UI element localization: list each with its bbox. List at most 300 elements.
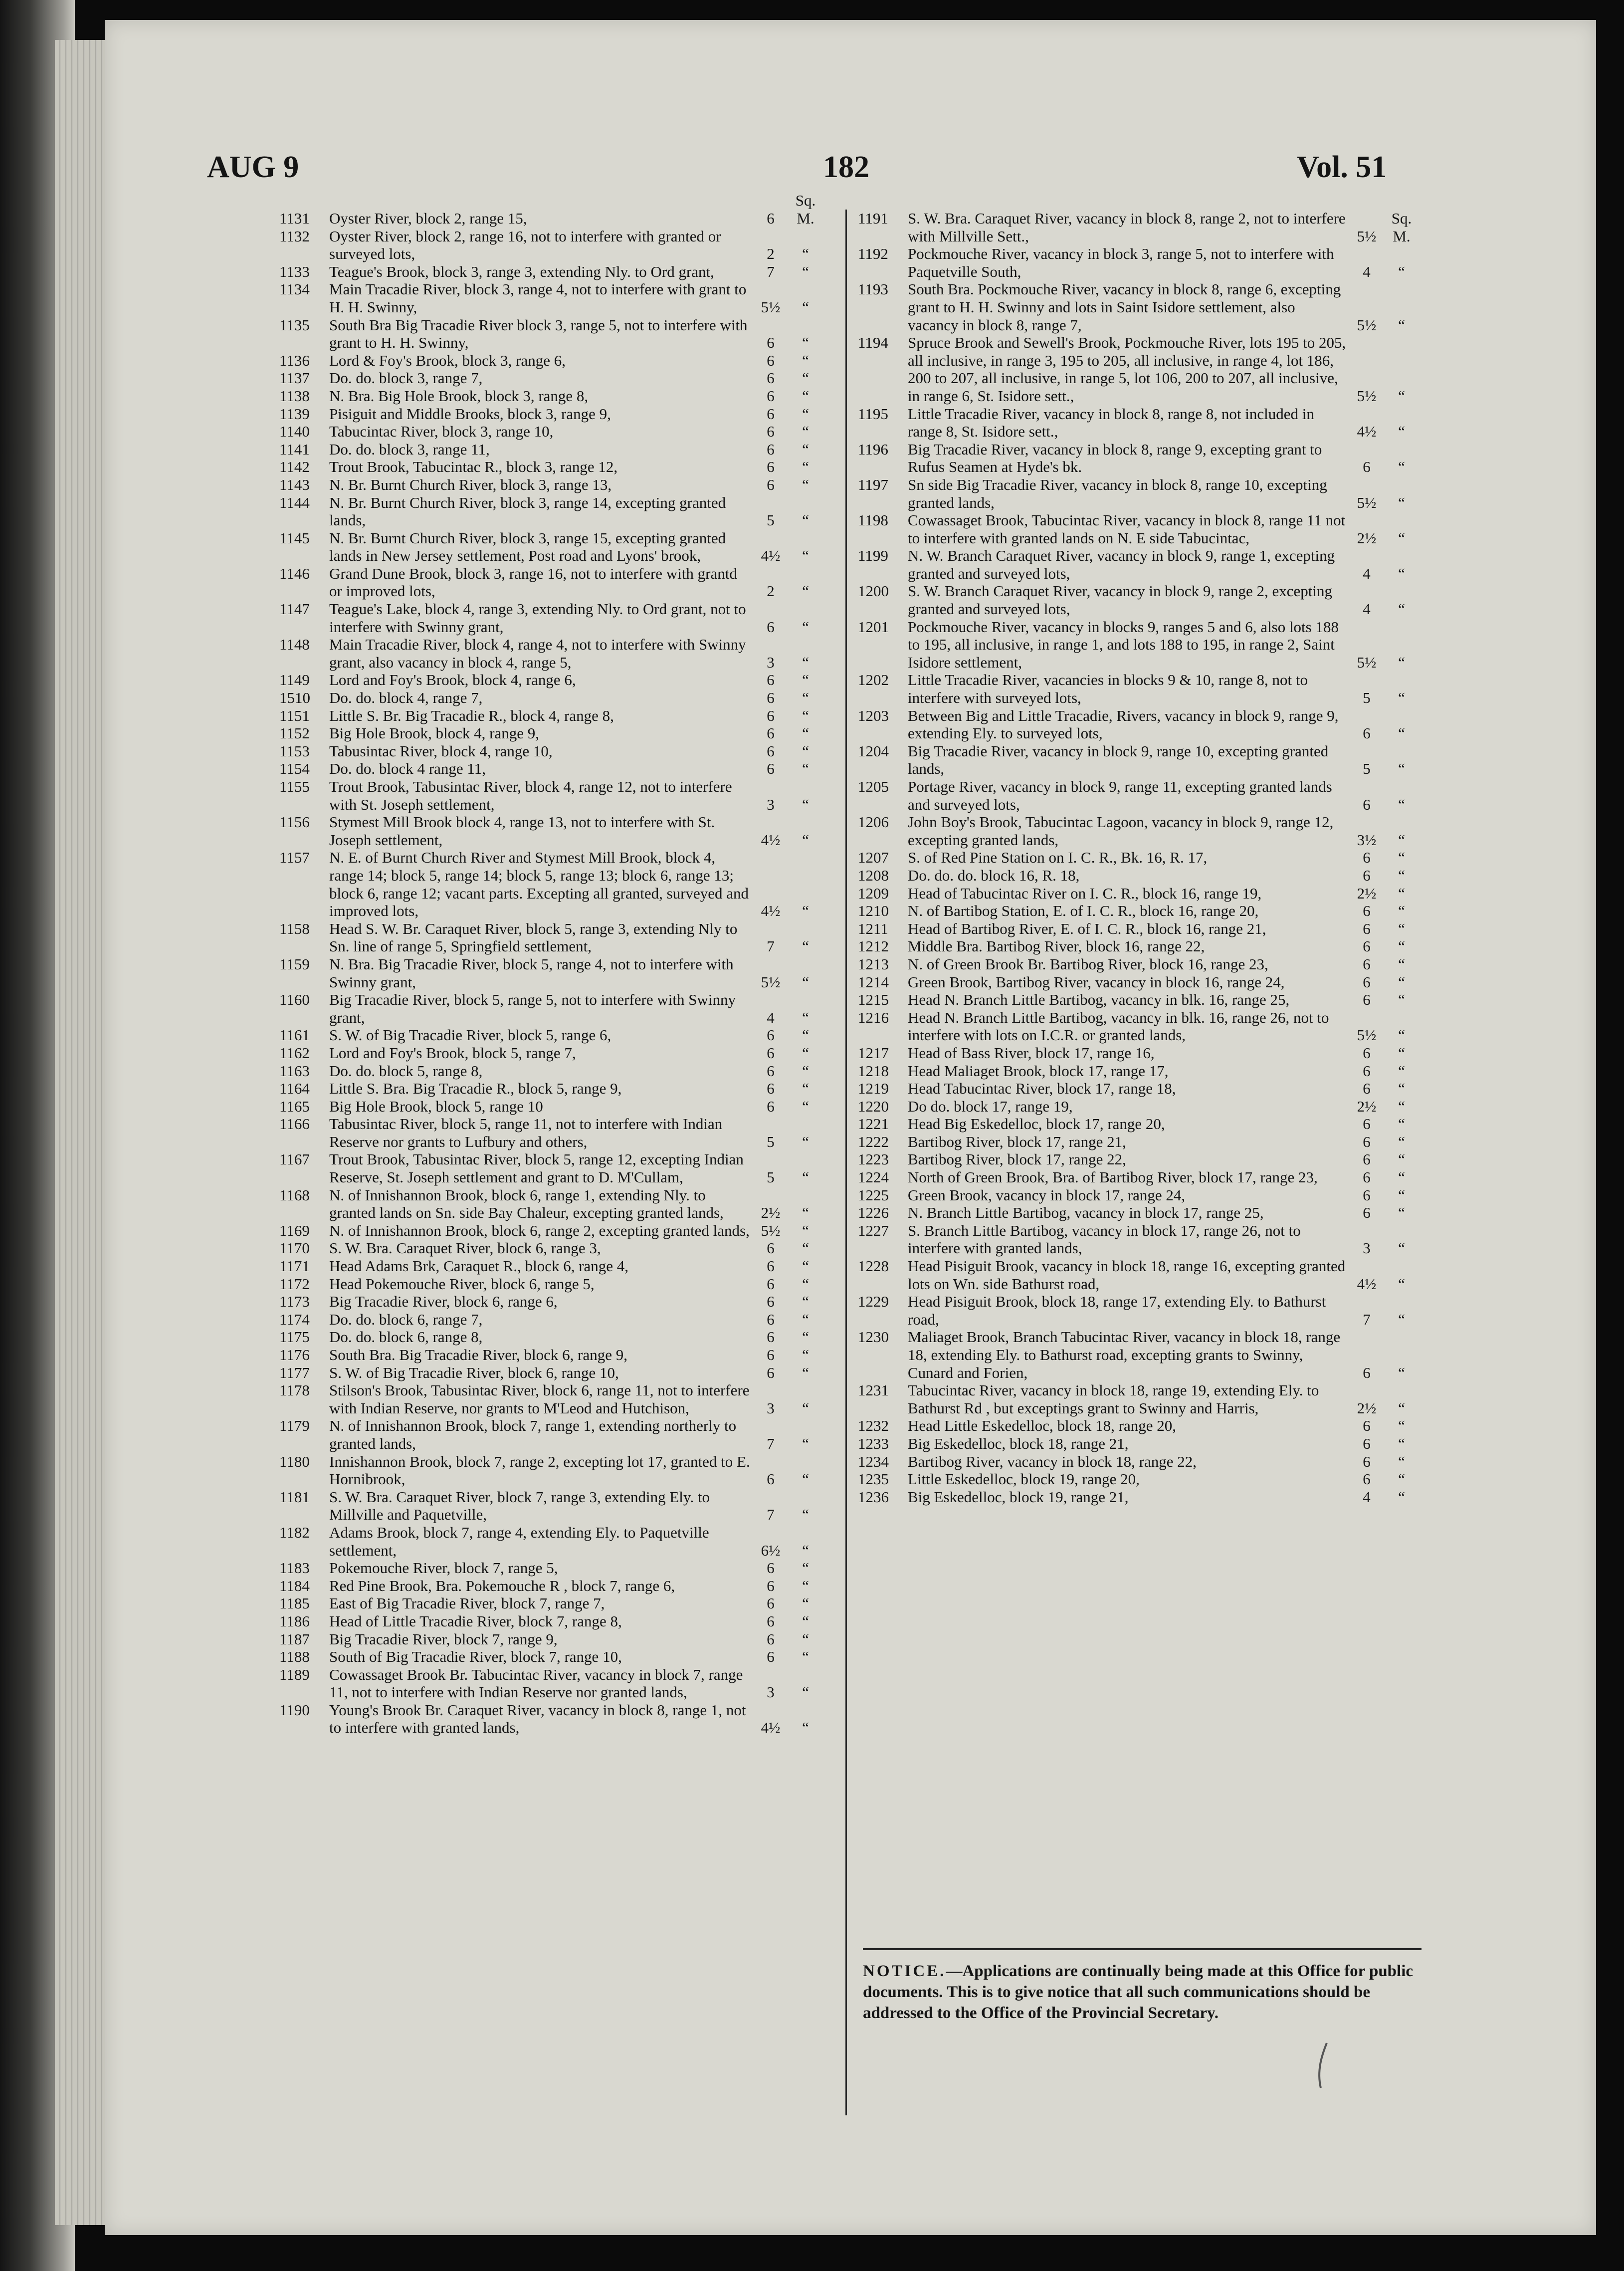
entry-unit: “ bbox=[1398, 831, 1405, 849]
entry-area: 6 bbox=[1363, 849, 1371, 867]
entry-area: 2 bbox=[767, 245, 775, 263]
entry-row bbox=[279, 1630, 825, 1648]
entry-description: Do. do. block 4 range 11, bbox=[329, 760, 486, 778]
entry-number: 1176 bbox=[279, 1346, 310, 1363]
entry-unit: “ bbox=[802, 1133, 809, 1150]
entry-description: Tabucintac River, vacancy in block 18, range 19, extending Ely. to Bathurst Rd , but exceptings grant to Swinny and Harris, bbox=[908, 1381, 1319, 1417]
entry-area: 3 bbox=[767, 1683, 775, 1701]
entry-number: 1167 bbox=[279, 1150, 310, 1168]
entry-description: Tabusintac River, block 5, range 11, not to interfere with Indian Reserve nor grants to Lufbury and others, bbox=[329, 1115, 723, 1150]
entry-number: 1222 bbox=[858, 1133, 889, 1150]
entry-row bbox=[279, 476, 825, 494]
entry-unit: “ bbox=[802, 405, 809, 423]
entry-number: 1231 bbox=[858, 1381, 889, 1399]
entry-unit: “ bbox=[1398, 1452, 1405, 1470]
entry-row bbox=[279, 1594, 825, 1612]
column-divider bbox=[845, 210, 847, 2115]
entry-number: 1200 bbox=[858, 582, 889, 600]
entry-row bbox=[279, 1293, 825, 1311]
entry-description: Stilson's Brook, Tabusintac River, block 6, range 11, not to interfere with Indian Reserve, nor grants to M'Leod and Hutchison, bbox=[329, 1381, 750, 1417]
entry-number: 1143 bbox=[279, 475, 310, 493]
entry-unit: “ bbox=[1398, 1186, 1405, 1204]
entry-unit: “ bbox=[1398, 1062, 1405, 1080]
entry-number: 1228 bbox=[858, 1257, 889, 1275]
entry-area: 5½ bbox=[1357, 653, 1377, 671]
entry-description: Grand Dune Brook, block 3, range 16, not to interfere with grantd or improved lots, bbox=[329, 564, 737, 600]
entry-area: 6 bbox=[767, 742, 775, 760]
entry-row bbox=[858, 778, 1421, 813]
entry-unit: “ bbox=[802, 1080, 809, 1098]
entry-description: Bartibog River, block 17, range 21, bbox=[908, 1133, 1126, 1150]
entry-unit: “ bbox=[802, 973, 809, 991]
entry-number: 1165 bbox=[279, 1097, 310, 1115]
entry-unit: “ bbox=[1398, 1470, 1405, 1488]
entry-description: N. Bra. Big Tracadie River, block 5, range 4, not to interfere with Swinny grant, bbox=[329, 955, 734, 991]
entry-description: Cowassaget Brook Br. Tabucintac River, vacancy in block 7, range 11, not to interfere with Indian Reserve nor granted lands, bbox=[329, 1665, 743, 1701]
entry-row bbox=[279, 955, 825, 991]
entry-number: 1206 bbox=[858, 813, 889, 831]
entry-description: N. Br. Burnt Church River, block 3, range 14, excepting granted lands, bbox=[329, 493, 726, 529]
entry-number: 1236 bbox=[858, 1488, 889, 1506]
entry-unit: “ bbox=[802, 1239, 809, 1257]
entry-unit: “ bbox=[1398, 387, 1405, 405]
entry-description: Big Tracadie River, vacancy in block 8, range 9, excepting grant to Rufus Seamen at Hyde's bk. bbox=[908, 440, 1322, 476]
entry-row bbox=[279, 920, 825, 955]
entry-unit: “ bbox=[802, 1541, 809, 1559]
entry-unit: “ bbox=[1398, 1363, 1405, 1381]
entry-unit: “ bbox=[1398, 316, 1405, 334]
entry-description: Head Pokemouche River, block 6, range 5, bbox=[329, 1275, 595, 1293]
entry-row bbox=[279, 1666, 825, 1701]
entry-row bbox=[858, 1098, 1421, 1116]
entry-unit: “ bbox=[802, 742, 809, 760]
entry-area: 2½ bbox=[1357, 884, 1377, 902]
entry-description: Little Tracadie River, vacancies in blocks 9 & 10, range 8, not to interfere with surveyed lots, bbox=[908, 671, 1308, 707]
entry-row bbox=[279, 280, 825, 316]
entry-unit: “ bbox=[1398, 1239, 1405, 1257]
entry-description: Lord and Foy's Brook, block 4, range 6, bbox=[329, 671, 576, 689]
entry-description: S. Branch Little Bartibog, vacancy in block 17, range 26, not to interfere with granted lands, bbox=[908, 1221, 1301, 1257]
entry-area: 4 bbox=[1363, 262, 1371, 280]
entry-number: 1182 bbox=[279, 1523, 310, 1541]
entry-unit: “ bbox=[1398, 689, 1405, 707]
entry-area: 5½ bbox=[1357, 227, 1377, 245]
entry-number: 1214 bbox=[858, 973, 889, 991]
entry-area: 3½ bbox=[1357, 831, 1377, 849]
entry-number: 1220 bbox=[858, 1097, 889, 1115]
entry-row bbox=[279, 441, 825, 458]
entry-description: Head Adams Brk, Caraquet R., block 6, range 4, bbox=[329, 1257, 629, 1275]
entry-number: 1180 bbox=[279, 1452, 310, 1470]
entry-unit: “ bbox=[802, 1062, 809, 1080]
entry-row bbox=[858, 867, 1421, 885]
entry-description: Oyster River, block 2, range 16, not to interfere with granted or surveyed lots, bbox=[329, 227, 721, 263]
entry-area: 5½ bbox=[761, 973, 781, 991]
entry-area: 7 bbox=[1363, 1310, 1371, 1328]
entry-description: South Bra. Pockmouche River, vacancy in block 8, range 6, excepting grant to H. H. Swinny and lots in Saint Isidore settlement, also vacancy in block 8, range 7, bbox=[908, 280, 1341, 334]
entry-row bbox=[858, 1417, 1421, 1435]
entry-number: 1161 bbox=[279, 1026, 310, 1044]
entry-row bbox=[279, 636, 825, 671]
entry-description: Head of Tabucintac River on I. C. R., block 16, range 19, bbox=[908, 884, 1262, 902]
entry-description: Head N. Branch Little Bartibog, vacancy in blk. 16, range 25, bbox=[908, 991, 1290, 1009]
entry-area: 4 bbox=[1363, 564, 1371, 582]
entry-unit: “ bbox=[802, 1399, 809, 1417]
entry-number: 1142 bbox=[279, 458, 310, 476]
entry-description: Head Pisiguit Brook, block 18, range 17, extending Ely. to Bathurst road, bbox=[908, 1293, 1326, 1328]
entry-row bbox=[279, 671, 825, 689]
entry-row bbox=[858, 1257, 1421, 1293]
entry-unit: “ bbox=[802, 831, 809, 849]
entry-area: 7 bbox=[767, 1434, 775, 1452]
entry-area: 6 bbox=[767, 1559, 775, 1577]
entry-row bbox=[858, 742, 1421, 778]
entry-number: 1158 bbox=[279, 919, 310, 937]
entry-description: Big Tracadie River, block 7, range 9, bbox=[329, 1630, 558, 1648]
entry-area: 6 bbox=[767, 1097, 775, 1115]
entry-number: 1191 bbox=[858, 210, 888, 227]
entry-number: 1132 bbox=[279, 227, 310, 245]
entry-area: 6 bbox=[767, 671, 775, 689]
entry-number: 1179 bbox=[279, 1417, 310, 1435]
entry-area: 6 bbox=[1363, 1133, 1371, 1150]
entry-area: 5 bbox=[767, 1168, 775, 1186]
entry-unit: “ bbox=[1398, 884, 1405, 902]
entry-area: 4½ bbox=[1357, 1275, 1377, 1293]
entry-unit: “ bbox=[1398, 1168, 1405, 1186]
left-column bbox=[279, 192, 825, 1737]
entry-row bbox=[279, 1222, 825, 1240]
entry-unit: “ bbox=[1398, 724, 1405, 742]
entry-area: 6 bbox=[767, 1630, 775, 1648]
entry-number: 1210 bbox=[858, 902, 889, 920]
entry-area: 6 bbox=[1363, 1434, 1371, 1452]
entry-number: 1211 bbox=[858, 919, 888, 937]
entry-number: 1226 bbox=[858, 1204, 889, 1222]
entry-unit: “ bbox=[802, 245, 809, 263]
entry-area: 6 bbox=[1363, 919, 1371, 937]
entry-unit: “ bbox=[1398, 564, 1405, 582]
entry-area: 6 bbox=[1363, 1470, 1371, 1488]
entry-row bbox=[279, 1417, 825, 1452]
entry-area: 6 bbox=[767, 210, 775, 227]
entry-description: S. W. of Big Tracadie River, block 6, range 10, bbox=[329, 1363, 619, 1381]
entry-row bbox=[858, 707, 1421, 742]
entry-description: East of Big Tracadie River, block 7, range 7, bbox=[329, 1594, 605, 1612]
entry-row bbox=[279, 387, 825, 405]
entry-row bbox=[279, 849, 825, 919]
entry-number: 1177 bbox=[279, 1363, 310, 1381]
header-date: AUG 9 bbox=[207, 150, 299, 184]
entry-unit: Sq. M. bbox=[795, 192, 816, 227]
entry-row bbox=[858, 813, 1421, 849]
entry-area: 3 bbox=[767, 653, 775, 671]
entry-area: 3 bbox=[1363, 1239, 1371, 1257]
entry-row bbox=[279, 1186, 825, 1222]
entry-area: 6 bbox=[767, 1310, 775, 1328]
entry-description: Head of Bartibog River, E. of I. C. R., block 16, range 21, bbox=[908, 919, 1266, 937]
entry-unit: “ bbox=[1398, 1417, 1405, 1435]
volume-label: Vol. 51 bbox=[1297, 150, 1387, 184]
entry-row bbox=[279, 724, 825, 742]
entry-area: 6 bbox=[767, 1062, 775, 1080]
entry-description: Between Big and Little Tracadie, Rivers, vacancy in block 9, range 9, extending Ely. to surveyed lots, bbox=[908, 706, 1339, 742]
entry-area: 7 bbox=[767, 1506, 775, 1524]
entry-row bbox=[279, 1275, 825, 1293]
entry-number: 1173 bbox=[279, 1293, 310, 1311]
entry-row bbox=[279, 991, 825, 1026]
entry-area: 6 bbox=[1363, 458, 1371, 476]
entry-area: 6 bbox=[1363, 1168, 1371, 1186]
entry-number: 1510 bbox=[279, 689, 310, 707]
entry-number: 1152 bbox=[279, 724, 310, 742]
entry-description: Do. do. block 6, range 7, bbox=[329, 1310, 483, 1328]
entry-description: Big Hole Brook, block 4, range 9, bbox=[329, 724, 540, 742]
entry-unit: “ bbox=[802, 262, 809, 280]
entry-row bbox=[279, 263, 825, 281]
entry-unit: “ bbox=[802, 1044, 809, 1062]
entry-area: 6 bbox=[767, 1363, 775, 1381]
entry-area: 6 bbox=[767, 689, 775, 707]
entry-area: 6 bbox=[767, 1239, 775, 1257]
entry-row bbox=[858, 334, 1421, 405]
entry-area: 5½ bbox=[1357, 316, 1377, 334]
entry-unit: “ bbox=[802, 369, 809, 387]
entry-unit: “ bbox=[802, 937, 809, 955]
entry-description: Head Little Eskedelloc, block 18, range 20, bbox=[908, 1417, 1177, 1435]
entry-description: Do. do. block 4, range 7, bbox=[329, 689, 483, 707]
entry-unit: “ bbox=[1398, 1150, 1405, 1168]
entry-row bbox=[279, 565, 825, 600]
entry-row bbox=[858, 511, 1421, 547]
entry-number: 1138 bbox=[279, 387, 310, 405]
entry-number: 1181 bbox=[279, 1488, 310, 1506]
entry-number: 1137 bbox=[279, 369, 310, 387]
entry-area: 6 bbox=[767, 458, 775, 476]
entry-description: Young's Brook Br. Caraquet River, vacancy in block 8, range 1, not to interfere with granted lands, bbox=[329, 1701, 746, 1737]
entry-description: N. Br. Burnt Church River, block 3, range 13, bbox=[329, 475, 612, 493]
entry-row bbox=[279, 689, 825, 707]
entry-unit: “ bbox=[1398, 955, 1405, 973]
entry-row bbox=[279, 192, 825, 227]
entry-row bbox=[858, 902, 1421, 920]
entry-number: 1156 bbox=[279, 813, 310, 831]
entry-unit: “ bbox=[1398, 1080, 1405, 1098]
entry-unit: “ bbox=[1398, 1044, 1405, 1062]
entry-unit: “ bbox=[1398, 866, 1405, 884]
entry-row bbox=[858, 476, 1421, 511]
entry-row bbox=[858, 1168, 1421, 1186]
entry-number: 1163 bbox=[279, 1062, 310, 1080]
entry-description: S. W. Bra. Caraquet River, block 6, range 3, bbox=[329, 1239, 601, 1257]
entry-area: 3 bbox=[767, 1399, 775, 1417]
entry-number: 1213 bbox=[858, 955, 889, 973]
entry-row bbox=[279, 227, 825, 263]
entry-description: Do. do. block 5, range 8, bbox=[329, 1062, 483, 1080]
entry-area: 5 bbox=[1363, 760, 1371, 778]
entry-number: 1216 bbox=[858, 1008, 889, 1026]
entry-unit: “ bbox=[802, 423, 809, 441]
entry-unit: “ bbox=[802, 902, 809, 920]
entry-description: Teague's Lake, block 4, range 3, extending Nly. to Ord grant, not to interfere with Swinny grant, bbox=[329, 600, 746, 636]
entry-number: 1134 bbox=[279, 280, 310, 298]
entry-description: Little S. Bra. Big Tracadie R., block 5, range 9, bbox=[329, 1080, 622, 1098]
entry-description: S. of Red Pine Station on I. C. R., Bk. 16, R. 17, bbox=[908, 849, 1208, 867]
entry-unit: “ bbox=[802, 351, 809, 369]
notice-body: —Applications are continually being made at this Office for public documents. This is to give notice that all such communications should be addressed to the Office of the Provincial Secretary. bbox=[863, 1962, 1414, 2022]
entry-area: 6 bbox=[1363, 1080, 1371, 1098]
entry-area: 2½ bbox=[1357, 529, 1377, 547]
entry-row bbox=[279, 1239, 825, 1257]
entry-area: 3 bbox=[767, 795, 775, 813]
entry-description: Head Maliaget Brook, block 17, range 17, bbox=[908, 1062, 1169, 1080]
entry-unit: “ bbox=[802, 1346, 809, 1363]
entry-unit: “ bbox=[802, 1363, 809, 1381]
entry-unit: “ bbox=[802, 618, 809, 636]
entry-unit: “ bbox=[1398, 849, 1405, 867]
entry-number: 1145 bbox=[279, 529, 310, 547]
entry-description: Sn side Big Tracadie River, vacancy in block 8, range 10, excepting granted lands, bbox=[908, 475, 1327, 511]
entry-number: 1203 bbox=[858, 706, 889, 724]
entry-unit: “ bbox=[1398, 1488, 1405, 1506]
entry-unit: “ bbox=[802, 1577, 809, 1594]
entry-unit: “ bbox=[802, 1293, 809, 1311]
entry-row bbox=[858, 1470, 1421, 1488]
entry-area: 6 bbox=[767, 405, 775, 423]
entry-unit: “ bbox=[802, 1612, 809, 1630]
entry-unit: “ bbox=[1398, 653, 1405, 671]
entry-unit: “ bbox=[1398, 760, 1405, 778]
entry-description: S. W. Bra. Caraquet River, vacancy in block 8, range 2, not to interfere with Millville Sett., bbox=[908, 210, 1346, 245]
entry-description: Innishannon Brook, block 7, range 2, excepting lot 17, granted to E. Hornibrook, bbox=[329, 1452, 750, 1488]
entry-number: 1193 bbox=[858, 280, 888, 298]
entry-area: 6 bbox=[767, 351, 775, 369]
entry-number: 1188 bbox=[279, 1648, 310, 1666]
entry-area: 6 bbox=[767, 706, 775, 724]
entry-number: 1140 bbox=[279, 423, 310, 441]
entry-row bbox=[858, 1150, 1421, 1168]
entry-number: 1234 bbox=[858, 1452, 889, 1470]
entry-row bbox=[279, 813, 825, 849]
entry-unit: “ bbox=[802, 458, 809, 476]
entry-row bbox=[858, 955, 1421, 973]
entry-area: 4½ bbox=[761, 831, 781, 849]
entry-area: 5½ bbox=[761, 1221, 781, 1239]
entry-row bbox=[858, 991, 1421, 1009]
entry-description: Head N. Branch Little Bartibog, vacancy in blk. 16, range 26, not to interfere with lots on I.C.R. or granted lands, bbox=[908, 1008, 1329, 1044]
entry-description: Head Big Eskedelloc, block 17, range 20, bbox=[908, 1115, 1165, 1133]
entry-row bbox=[858, 280, 1421, 334]
entry-unit: “ bbox=[802, 671, 809, 689]
entry-row bbox=[279, 1044, 825, 1062]
entry-row bbox=[279, 760, 825, 778]
entry-number: 1148 bbox=[279, 636, 310, 654]
entry-description: S. W. Branch Caraquet River, vacancy in block 9, range 2, excepting granted and surveyed lots, bbox=[908, 582, 1333, 618]
entry-description: S. W. of Big Tracadie River, block 5, range 6, bbox=[329, 1026, 611, 1044]
entry-description: Green Brook, Bartibog River, vacancy in block 16, range 24, bbox=[908, 973, 1285, 991]
entry-number: 1178 bbox=[279, 1381, 310, 1399]
entry-area: 6 bbox=[767, 369, 775, 387]
entry-number: 1154 bbox=[279, 760, 310, 778]
entry-unit: “ bbox=[1398, 1026, 1405, 1044]
entry-area: 6 bbox=[767, 1594, 775, 1612]
entry-number: 1208 bbox=[858, 866, 889, 884]
entry-description: N. of Innishannon Brook, block 7, range 1, extending northerly to granted lands, bbox=[329, 1417, 737, 1452]
entry-number: 1175 bbox=[279, 1328, 310, 1346]
entry-unit: “ bbox=[1398, 529, 1405, 547]
entry-row bbox=[858, 618, 1421, 672]
entry-area: 6 bbox=[1363, 991, 1371, 1009]
entry-row bbox=[279, 1381, 825, 1417]
entry-unit: “ bbox=[1398, 1204, 1405, 1222]
entry-row bbox=[279, 1115, 825, 1150]
entry-row bbox=[858, 1381, 1421, 1417]
entry-area: 6 bbox=[767, 423, 775, 441]
entry-number: 1139 bbox=[279, 405, 310, 423]
entry-number: 1172 bbox=[279, 1275, 310, 1293]
entry-description: Trout Brook, Tabusintac River, block 5, range 12, excepting Indian Reserve, St. Joseph settlement and grant to D. M'Cullam, bbox=[329, 1150, 744, 1186]
entry-area: 6 bbox=[1363, 955, 1371, 973]
entry-number: 1136 bbox=[279, 351, 310, 369]
entry-area: 5½ bbox=[1357, 493, 1377, 511]
entry-description: Big Eskedelloc, block 19, range 21, bbox=[908, 1488, 1129, 1506]
entry-area: 6 bbox=[1363, 1204, 1371, 1222]
entry-number: 1168 bbox=[279, 1186, 310, 1204]
entry-area: 6 bbox=[1363, 902, 1371, 920]
entry-description: Teague's Brook, block 3, range 3, extending Nly. to Ord grant, bbox=[329, 262, 714, 280]
entry-row bbox=[858, 1080, 1421, 1098]
entry-number: 1217 bbox=[858, 1044, 889, 1062]
page-number: 182 bbox=[823, 150, 869, 184]
entry-row bbox=[279, 1080, 825, 1098]
entry-area: 2½ bbox=[1357, 1399, 1377, 1417]
entry-row bbox=[858, 441, 1421, 476]
entry-area: 4½ bbox=[761, 1719, 781, 1737]
entry-area: 6 bbox=[1363, 724, 1371, 742]
entry-row bbox=[279, 707, 825, 725]
entry-description: Pockmouche River, vacancy in block 3, range 5, not to interfere with Paquetville South, bbox=[908, 245, 1334, 280]
entry-area: 4½ bbox=[761, 547, 781, 565]
entry-description: Tabucintac River, block 3, range 10, bbox=[329, 423, 554, 441]
entry-number: 1230 bbox=[858, 1328, 889, 1346]
entry-area: 6 bbox=[767, 440, 775, 458]
notice-heading: NOTICE. bbox=[863, 1962, 946, 1980]
entry-description: Big Tracadie River, block 5, range 5, not to interfere with Swinny grant, bbox=[329, 991, 736, 1026]
entry-description: Red Pine Brook, Bra. Pokemouche R , block 7, range 6, bbox=[329, 1577, 675, 1594]
entry-area: 6 bbox=[767, 1275, 775, 1293]
entry-description: Adams Brook, block 7, range 4, extending Ely. to Paquetville settlement, bbox=[329, 1523, 709, 1559]
entry-area: 6 bbox=[767, 1257, 775, 1275]
entry-unit: “ bbox=[1398, 991, 1405, 1009]
entry-description: Big Tracadie River, vacancy in block 9, range 10, excepting granted lands, bbox=[908, 742, 1329, 778]
entry-area: 2½ bbox=[1357, 1097, 1377, 1115]
entry-number: 1232 bbox=[858, 1417, 889, 1435]
entry-description: Do. do. block 6, range 8, bbox=[329, 1328, 483, 1346]
entry-description: Tabusintac River, block 4, range 10, bbox=[329, 742, 553, 760]
entry-area: 4 bbox=[767, 1008, 775, 1026]
entry-unit: “ bbox=[802, 1719, 809, 1737]
entry-number: 1194 bbox=[858, 334, 888, 352]
entry-area: 6 bbox=[767, 1346, 775, 1363]
entry-unit: “ bbox=[1398, 458, 1405, 476]
entry-description: Head S. W. Br. Caraquet River, block 5, range 3, extending Nly to Sn. line of range 5, Springfield settlement, bbox=[329, 919, 738, 955]
entry-row bbox=[858, 1328, 1421, 1381]
entry-description: South of Big Tracadie River, block 7, range 10, bbox=[329, 1648, 622, 1666]
entry-number: 1223 bbox=[858, 1150, 889, 1168]
entry-row bbox=[279, 529, 825, 565]
entry-number: 1170 bbox=[279, 1239, 310, 1257]
entry-unit: “ bbox=[802, 582, 809, 600]
